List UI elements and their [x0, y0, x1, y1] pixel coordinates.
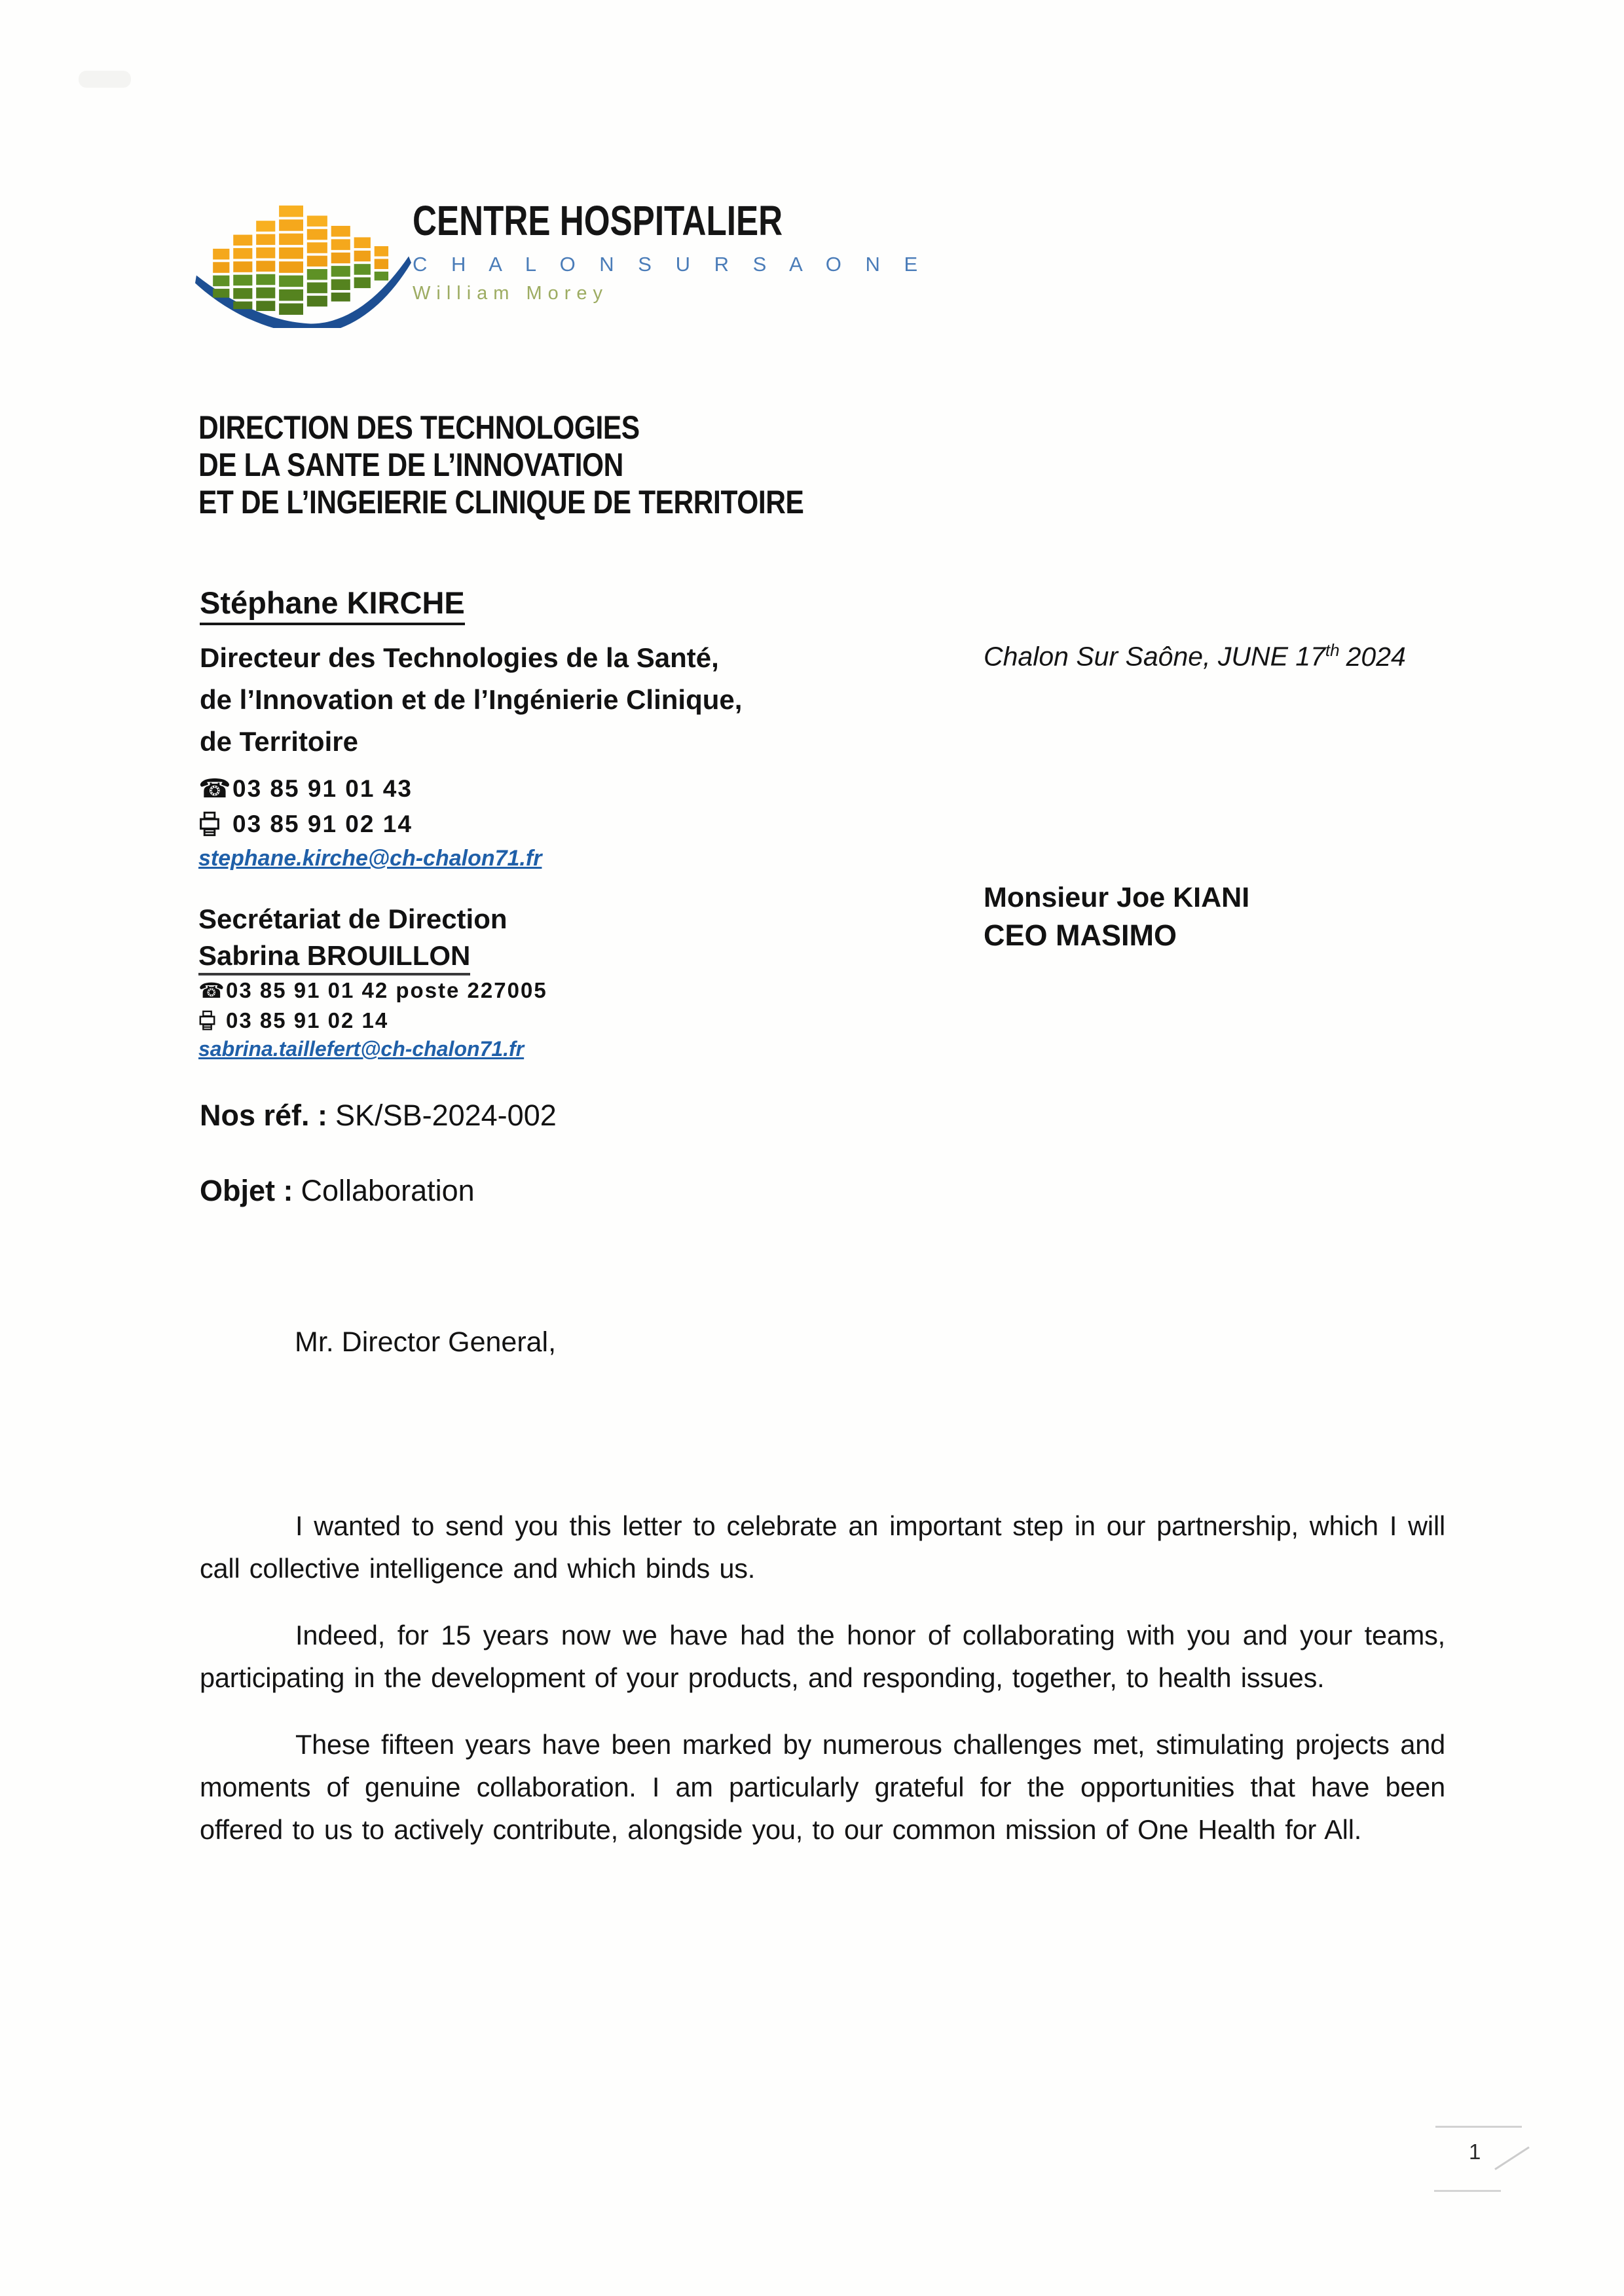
sender-email-link[interactable]: stephane.kirche@ch-chalon71.fr — [198, 846, 542, 871]
body-paragraph: Indeed, for 15 years now we have had the honor of collaborating with you and your teams, participating in the development of your products, and responding, together, to health issues. — [200, 1620, 1445, 1693]
secretariat-phone: 03 85 91 01 42 poste 227005 — [226, 978, 547, 1002]
sender-name: Stéphane KIRCHE — [200, 585, 465, 625]
secretariat-name: Sabrina BROUILLON — [198, 940, 470, 975]
sender-title-line: de Territoire — [200, 726, 358, 757]
recipient-name: Monsieur Joe KIANI — [984, 882, 1250, 913]
body-paragraph: I wanted to send you this letter to celebrate an important step in our partnership, which I will call collective intelligence and which binds us. — [200, 1510, 1445, 1584]
department-line: DE LA SANTE DE L’INNOVATION — [198, 446, 623, 483]
recipient-block — [984, 879, 1249, 955]
fax-icon — [198, 1010, 226, 1031]
footer-rule — [1434, 2190, 1501, 2192]
sender-contact — [198, 771, 542, 871]
footer-pen-mark — [1494, 2146, 1530, 2170]
sender-phone: 03 85 91 01 43 — [232, 775, 413, 802]
department-heading — [198, 409, 911, 521]
secretariat-block — [198, 903, 547, 1061]
page-number: 1 — [1469, 2140, 1481, 2164]
phone-icon: ☎ — [198, 978, 225, 1003]
phone-icon: ☎ — [198, 774, 231, 804]
dateline-year: 2024 — [1346, 641, 1406, 672]
department-line: DIRECTION DES TECHNOLOGIES — [198, 409, 640, 446]
secretariat-fax: 03 85 91 02 14 — [226, 1008, 389, 1032]
sender-block — [200, 585, 742, 763]
logo-title: CENTRE HOSPITALIER — [413, 197, 783, 244]
secretariat-email-link[interactable]: sabrina.taillefert@ch-chalon71.fr — [198, 1037, 525, 1061]
sender-title-line: de l’Innovation et de l’Ingénierie Clinique, — [200, 684, 743, 715]
hospital-logo-building-icon — [195, 187, 411, 328]
subject-label: Objet : — [200, 1174, 293, 1207]
dateline — [984, 640, 1406, 672]
subject-value: Collaboration — [301, 1174, 475, 1207]
scan-smudge — [79, 71, 131, 88]
reference-line — [200, 1099, 557, 1133]
dateline-ordinal: th — [1325, 640, 1340, 660]
logo-tagline: William Morey — [413, 283, 609, 304]
body-paragraph: These fifteen years have been marked by numerous challenges met, stimulating projects and moments of genuine collaboration. I am particularly grateful for the opportunities that have been offered to us to actively contribute, alongside you, to our common mission of One Health for All. — [200, 1729, 1445, 1845]
secretariat-heading: Secrétariat de Direction — [198, 903, 507, 934]
fax-icon — [198, 811, 232, 837]
footer-rule — [1435, 2126, 1522, 2128]
letter-body — [200, 1504, 1445, 1875]
reference-value: SK/SB-2024-002 — [335, 1099, 557, 1132]
sender-title-line: Directeur des Technologies de la Santé, — [200, 642, 719, 673]
subject-line — [200, 1174, 475, 1208]
sender-fax: 03 85 91 02 14 — [232, 811, 413, 837]
reference-label: Nos réf. : — [200, 1099, 328, 1132]
department-line: ET DE L’INGEIERIE CLINIQUE DE TERRITOIRE — [198, 484, 804, 520]
dateline-text: Chalon Sur Saône, JUNE 17 — [984, 641, 1325, 672]
salutation: Mr. Director General, — [295, 1326, 557, 1358]
recipient-title: CEO MASIMO — [984, 919, 1177, 952]
logo-subtitle: C H A L O N S U R S A O N E — [413, 253, 927, 276]
hospital-logo — [195, 182, 927, 333]
